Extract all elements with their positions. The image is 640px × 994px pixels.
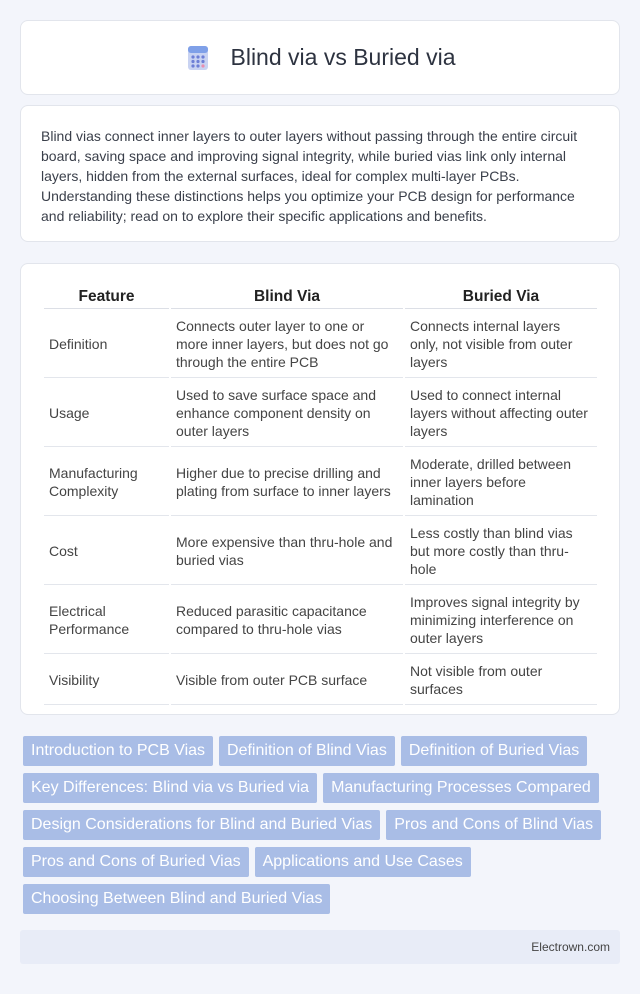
buried-via-cell: Improves signal integrity by minimizing interference on outer layers xyxy=(405,587,597,654)
header-feature: Feature xyxy=(44,284,169,309)
blind-via-cell: More expensive than thru-hole and buried vias xyxy=(171,518,403,585)
tag-link[interactable]: Key Differences: Blind via vs Buried via xyxy=(23,773,317,803)
feature-cell: Electrical Performance xyxy=(44,587,169,654)
tag-link[interactable]: Manufacturing Processes Compared xyxy=(323,773,599,803)
blind-via-cell: Connects outer layer to one or more inner layers, but does not go through the entire PCB xyxy=(171,311,403,378)
table-row xyxy=(44,587,597,654)
blind-via-cell: Used to save surface space and enhance component density on outer layers xyxy=(171,380,403,447)
tag-link[interactable]: Design Considerations for Blind and Buried Vias xyxy=(23,810,380,840)
feature-cell: Cost xyxy=(44,518,169,585)
buried-via-cell: Moderate, drilled between inner layers before lamination xyxy=(405,449,597,516)
intro-text: Blind vias connect inner layers to outer layers without passing through the entire circuit board, saving space and improving signal integrity, while buried vias link only internal layers, hidden from the external surfaces, ideal for complex multi-layer PCBs. Understanding these distinctions helps you optimize your PCB design for performance and reliability; read on to explore their specific applications and benefits. xyxy=(41,128,578,224)
feature-cell: Manufacturing Complexity xyxy=(44,449,169,516)
table-row xyxy=(44,449,597,516)
feature-cell: Usage xyxy=(44,380,169,447)
feature-cell: Definition xyxy=(44,311,169,378)
footer xyxy=(20,930,620,964)
buried-via-cell: Used to connect internal layers without affecting outer layers xyxy=(405,380,597,447)
title-card xyxy=(20,20,620,95)
intro-card xyxy=(20,105,620,242)
header-buried-via: Buried Via xyxy=(405,284,597,309)
buried-via-cell: Less costly than blind vias but more costly than thru-hole xyxy=(405,518,597,585)
table-row xyxy=(44,311,597,378)
tag-link[interactable]: Definition of Blind Vias xyxy=(219,736,395,766)
table-row xyxy=(44,518,597,585)
table-header-row xyxy=(44,284,597,309)
feature-cell: Visibility xyxy=(44,656,169,705)
table-row xyxy=(44,380,597,447)
comparison-table-card xyxy=(20,263,620,715)
tag-link[interactable]: Pros and Cons of Buried Vias xyxy=(23,847,249,877)
blind-via-cell: Higher due to precise drilling and plating from surface to inner layers xyxy=(171,449,403,516)
tag-link[interactable]: Introduction to PCB Vias xyxy=(23,736,213,766)
blind-via-cell: Reduced parasitic capacitance compared to thru-hole vias xyxy=(171,587,403,654)
table-row xyxy=(44,656,597,705)
page-title: Blind via vs Buried via xyxy=(230,44,456,70)
header-blind-via: Blind Via xyxy=(171,284,403,309)
comparison-table xyxy=(42,282,599,707)
tag-link[interactable]: Choosing Between Blind and Buried Vias xyxy=(23,884,330,914)
calculator-icon xyxy=(185,45,211,71)
buried-via-cell: Not visible from outer surfaces xyxy=(405,656,597,705)
blind-via-cell: Visible from outer PCB surface xyxy=(171,656,403,705)
tag-link[interactable]: Applications and Use Cases xyxy=(255,847,471,877)
tag-link[interactable]: Pros and Cons of Blind Vias xyxy=(386,810,601,840)
tag-link[interactable]: Definition of Buried Vias xyxy=(401,736,587,766)
topic-tags xyxy=(20,736,620,921)
buried-via-cell: Connects internal layers only, not visible from outer layers xyxy=(405,311,597,378)
footer-site-name[interactable]: Electrown.com xyxy=(531,940,610,954)
